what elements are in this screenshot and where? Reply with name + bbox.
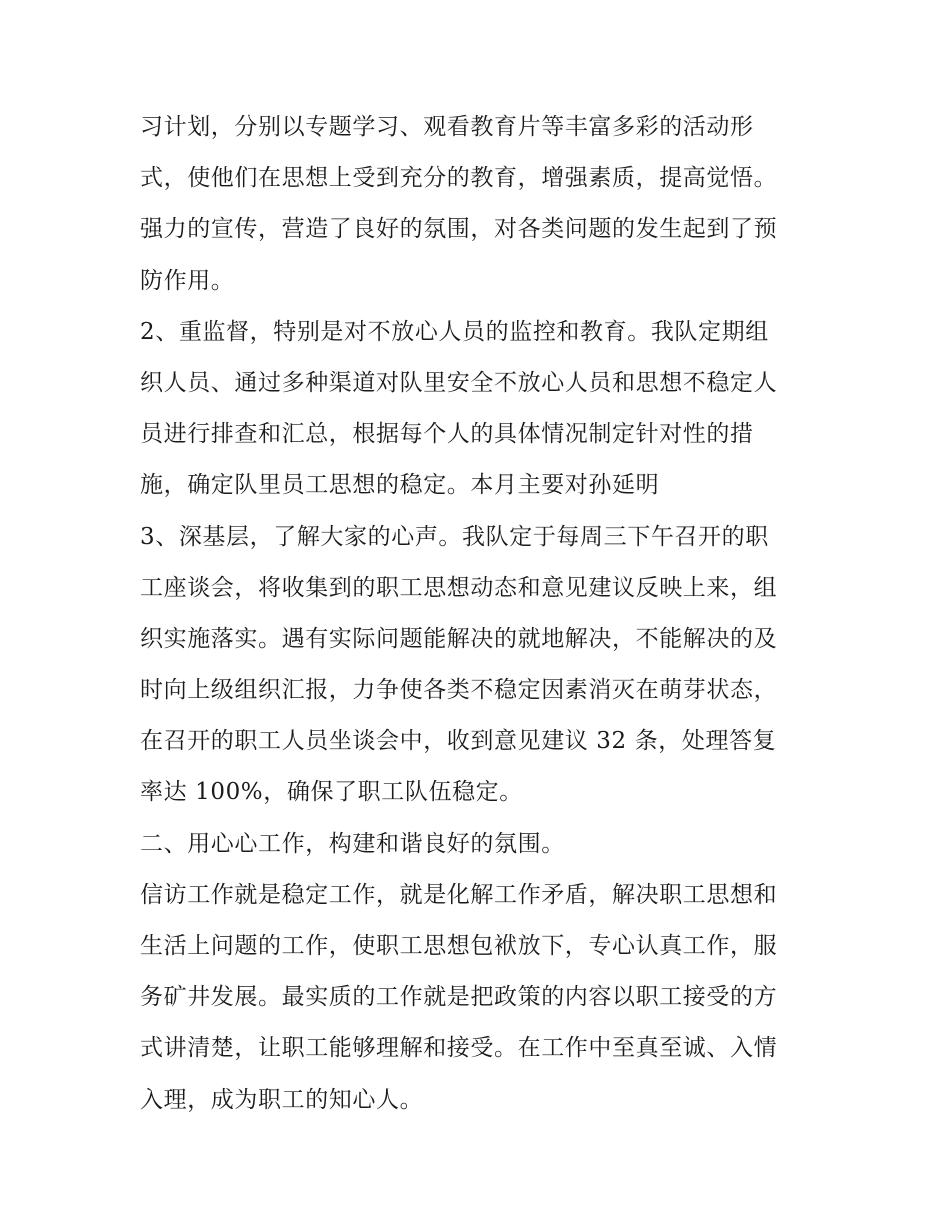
text-line: 在召开的职工人员坐谈会中，收到意见建议 32 条，处理答复 xyxy=(140,728,777,755)
body-text xyxy=(140,102,820,1126)
text-line: 织实施落实。遇有实际问题能解决的就地解决，不能解决的及 xyxy=(140,625,778,652)
text-line: 防作用。 xyxy=(140,267,235,294)
text-line: 信访工作就是稳定工作，就是化解工作矛盾，解决职工思想和 xyxy=(140,881,778,908)
text-line: 式讲清楚，让职工能够理解和接受。在工作中至真至诚、入情 xyxy=(140,1035,778,1062)
text-line: 2、重监督，特别是对不放心人员的监控和教育。我队定期组 xyxy=(140,318,769,345)
text-line: 强力的宣传，营造了良好的氛围，对各类问题的发生起到了预 xyxy=(140,216,778,243)
text-line: 织人员、通过多种渠道对队里安全不放心人员和思想不稳定人 xyxy=(140,369,778,396)
text-line: 3、深基层，了解大家的心声。我队定于每周三下午召开的职 xyxy=(140,523,769,550)
text-line: 率达 100%，确保了职工队伍稳定。 xyxy=(140,779,523,806)
text-line: 入理，成为职工的知心人。 xyxy=(140,1086,424,1113)
text-line: 员进行排查和汇总，根据每个人的具体情况制定针对性的措 xyxy=(140,421,754,448)
text-line: 施，确定队里员工思想的稳定。本月主要对孙延明 xyxy=(140,472,660,499)
text-line: 二、用心心工作，构建和谐良好的氛围。 xyxy=(140,830,565,857)
text-line: 生活上问题的工作，使职工思想包袱放下，专心认真工作，服 xyxy=(140,933,778,959)
text-line: 习计划，分别以专题学习、观看教育片等丰富多彩的活动形 xyxy=(140,114,754,140)
text-line: 时向上级组织汇报，力争使各类不稳定因素消灭在萌芽状态， xyxy=(140,677,778,704)
text-line: 式，使他们在思想上受到充分的教育，增强素质，提高觉悟。 xyxy=(140,165,778,192)
text-line: 工座谈会，将收集到的职工思想动态和意见建议反映上来，组 xyxy=(140,574,778,601)
text-line: 务矿井发展。最实质的工作就是把政策的内容以职工接受的方 xyxy=(140,984,778,1011)
